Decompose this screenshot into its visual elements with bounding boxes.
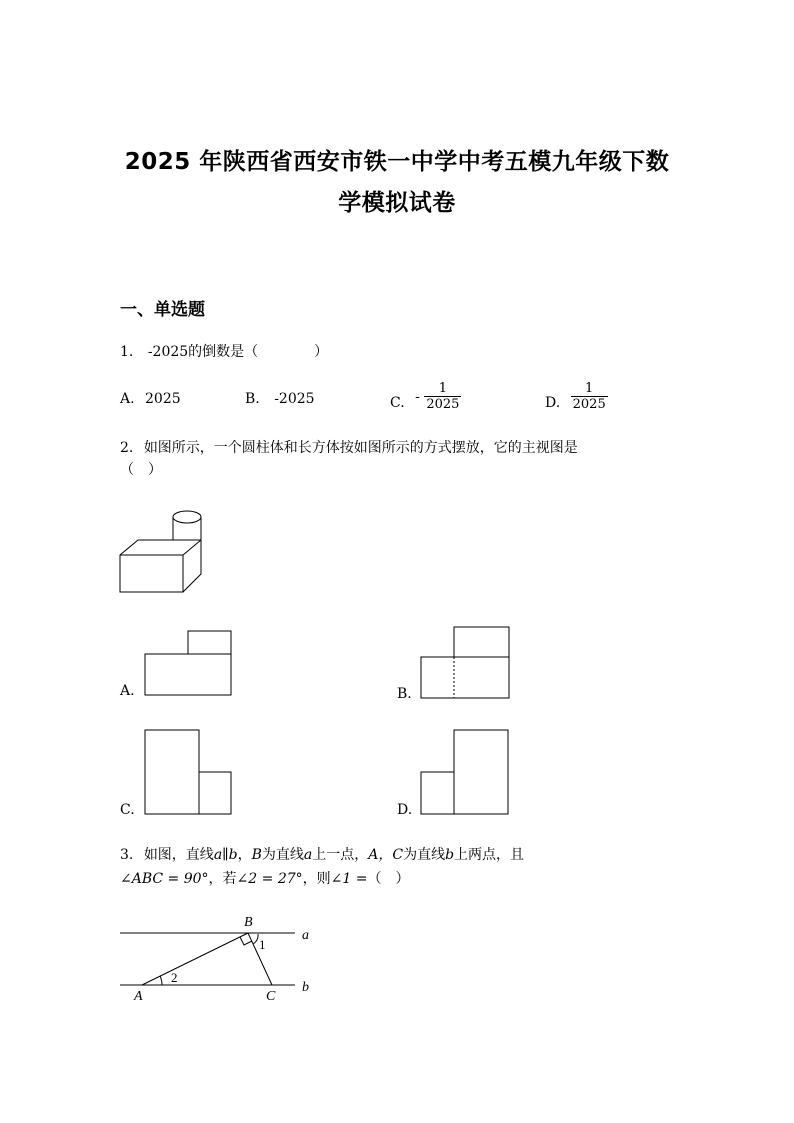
math-expression: a∥b [213, 847, 238, 863]
option-label: D. [545, 394, 561, 411]
question-text-line2: （ ） [120, 462, 162, 478]
q2-option-a[interactable]: A. [120, 683, 135, 699]
label-A: A [134, 989, 143, 1004]
math-expression: b [445, 847, 455, 863]
option-text: -2025 [274, 391, 315, 407]
label-angle-2: 2 [171, 970, 178, 985]
label-b: b [302, 980, 309, 995]
fraction-denominator: 2025 [572, 397, 606, 412]
question-text: -2025的倒数是（ ） [147, 344, 329, 360]
question-number: 2. [120, 440, 134, 456]
angle-1-arc [253, 934, 258, 944]
question-text: ，则 [302, 871, 331, 887]
question-text: 为直线 [403, 847, 446, 863]
fraction-denominator: 2025 [426, 397, 460, 412]
option-label: C. [390, 394, 405, 411]
label-C: C [266, 989, 276, 1004]
question-number: 1. [120, 344, 134, 360]
question-text: 如图，直线 [143, 847, 214, 863]
math-expression: ∠ABC = 90° [120, 871, 209, 887]
math-expression: a [303, 847, 313, 863]
question-text: 如图所示，一个圆柱体和长方体按如图所示的方式摆放，它的主视图是 [143, 440, 578, 456]
option-label: B. [245, 391, 260, 407]
segment-ab [142, 933, 248, 985]
question-text: 为直线 [261, 847, 304, 863]
angle-2-arc [160, 976, 162, 985]
label-B: B [244, 915, 253, 930]
fraction-numerator: 1 [438, 381, 447, 396]
math-expression: B [251, 847, 262, 863]
math-expression: ∠1 = [330, 871, 368, 887]
option-text: 2025 [145, 391, 181, 407]
math-expression: A，C [368, 847, 404, 863]
option-label: A. [120, 391, 135, 407]
page-title-line2: 学模拟试卷 [338, 190, 456, 216]
section-heading: 一、单选题 [120, 300, 205, 320]
question-text: 上两点，且 [454, 847, 525, 863]
q2-option-d[interactable]: D. [397, 802, 413, 818]
math-expression: ∠2 = 27° [236, 871, 303, 887]
question-number: 3. [120, 847, 134, 863]
question-text: （ ） [367, 871, 410, 887]
q2-option-c[interactable]: C. [120, 802, 135, 818]
label-a: a [302, 928, 309, 943]
fraction-numerator: 1 [585, 381, 594, 396]
option-sign: - [415, 388, 420, 405]
question-text: 上一点， [312, 847, 369, 863]
question-text: ，若 [208, 871, 237, 887]
page-title-line1: 2025 年陕西省西安市铁一中学中考五模九年级下数 [124, 149, 670, 175]
question-text: ， [237, 847, 252, 863]
q2-option-b[interactable]: B. [397, 686, 412, 702]
label-angle-1: 1 [259, 937, 266, 952]
